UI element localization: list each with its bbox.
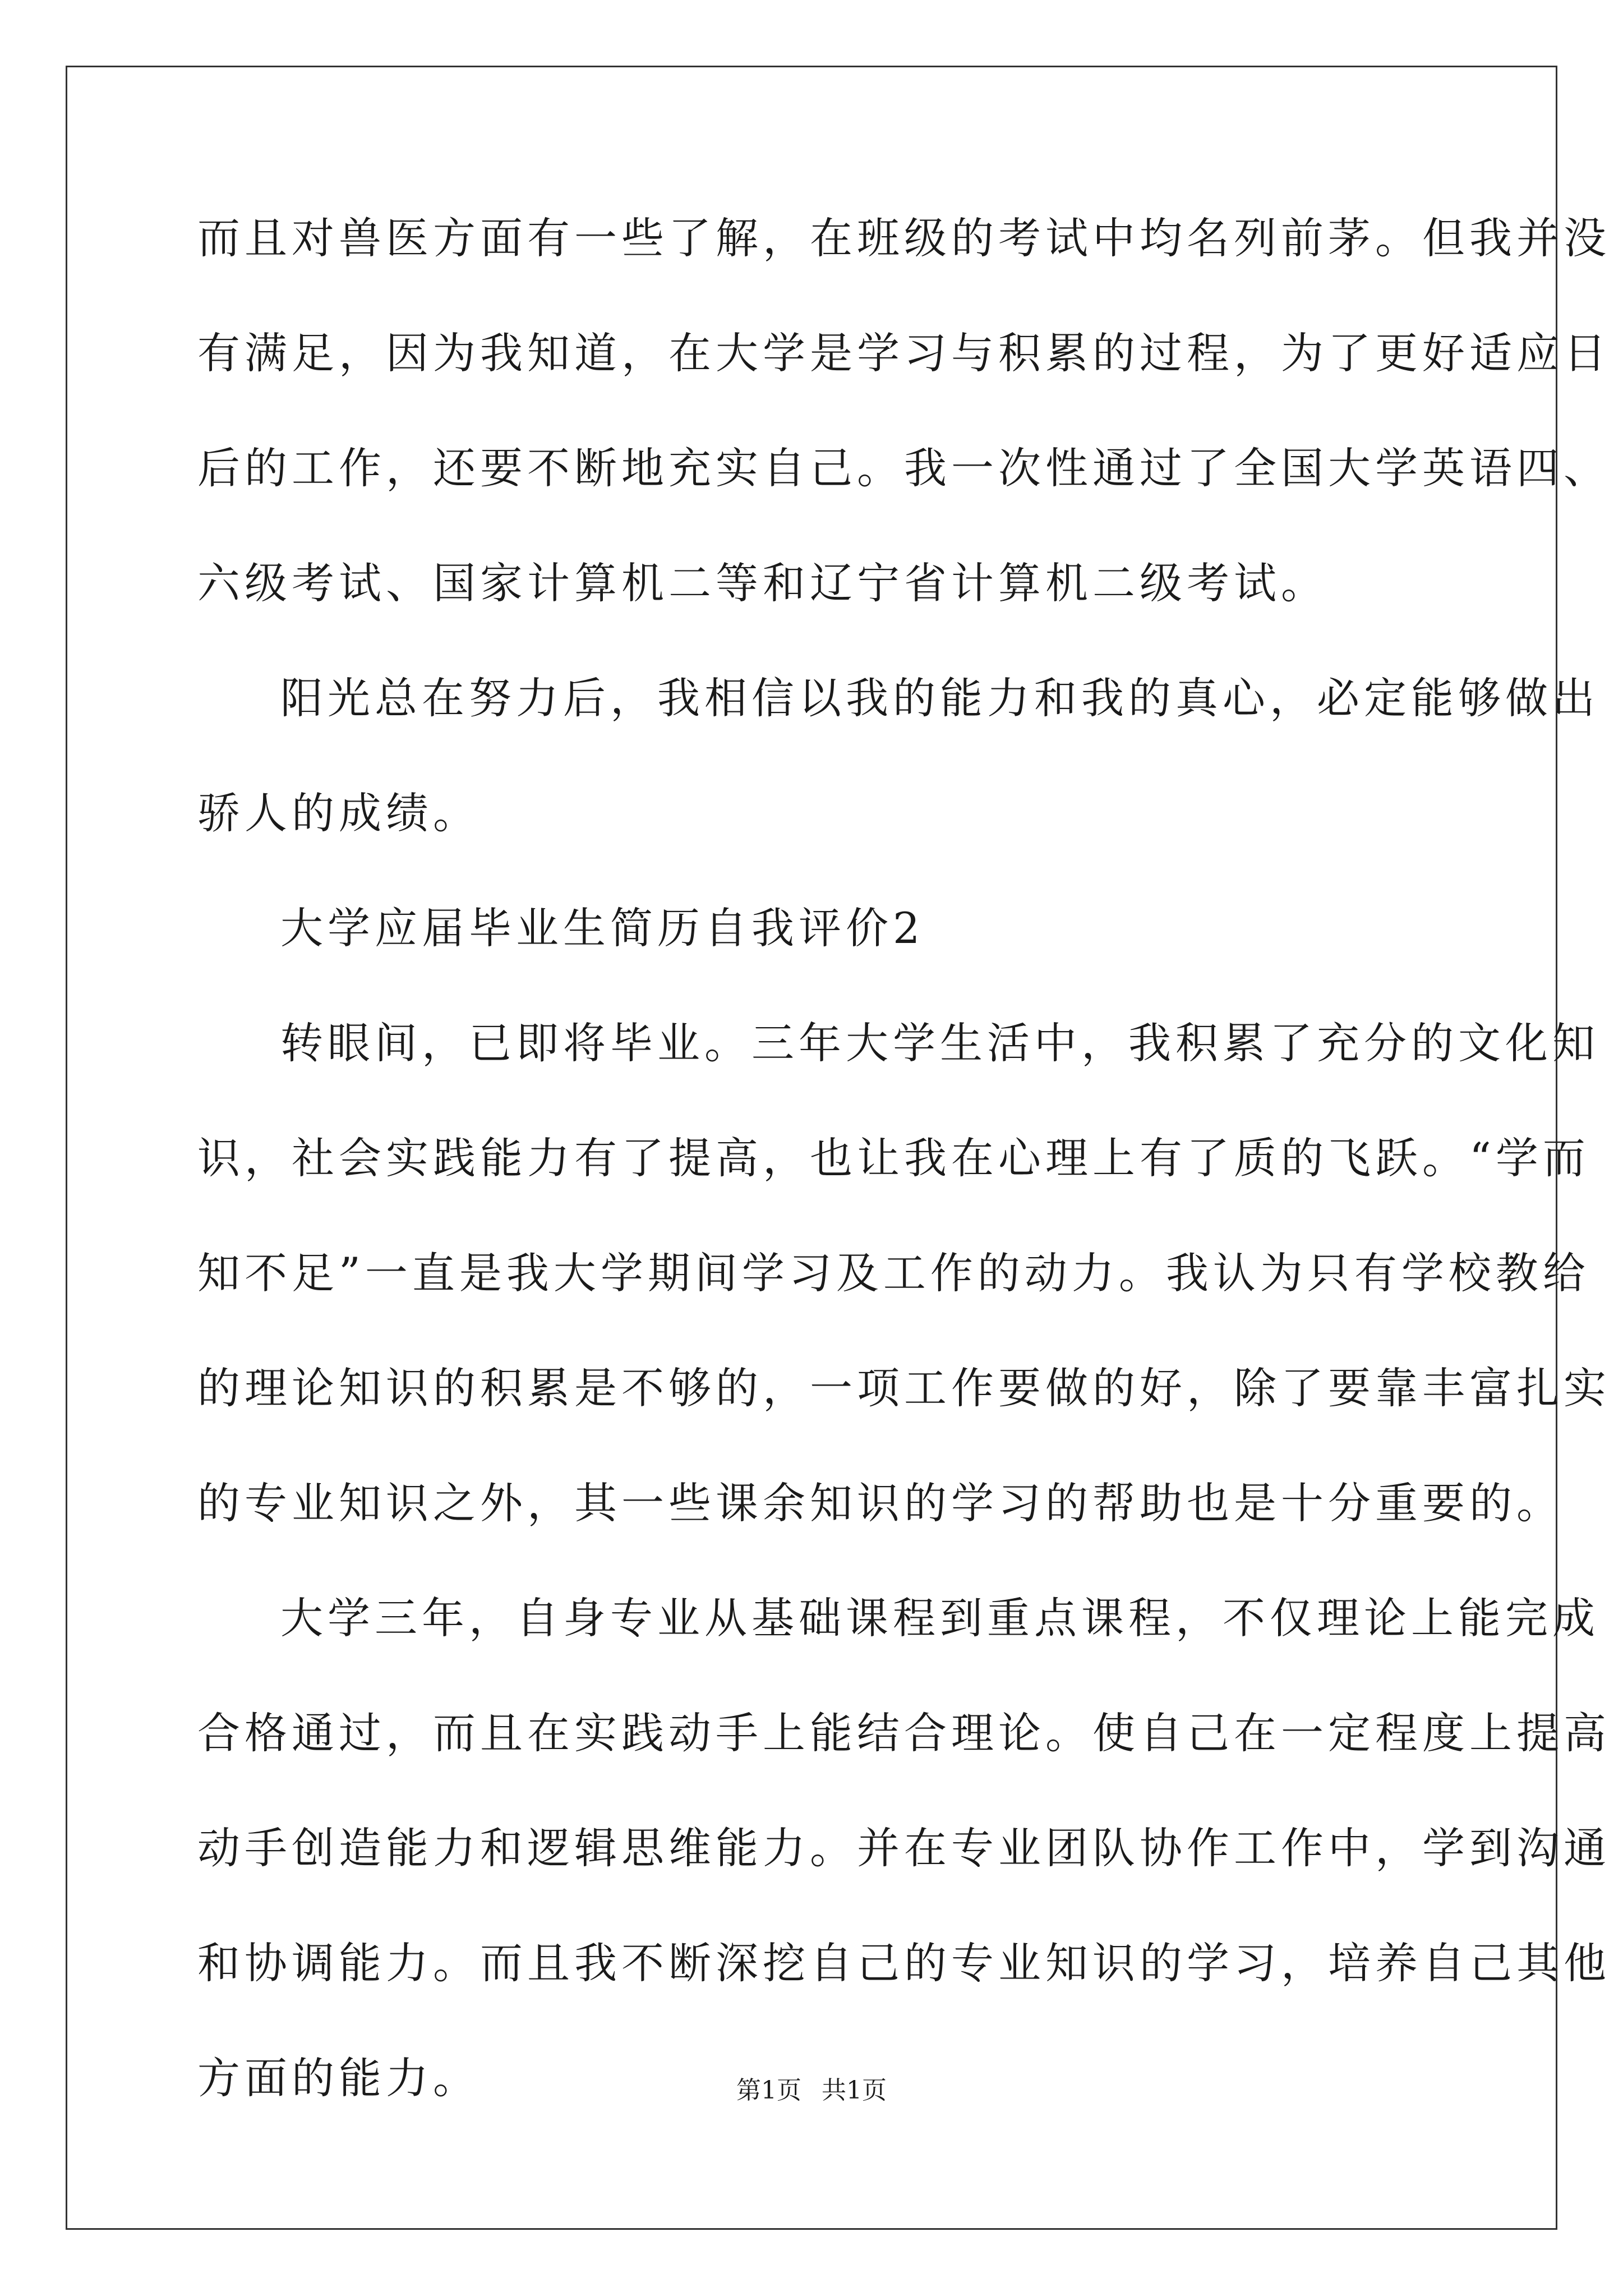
text-line: 方面的能力。 — [197, 2053, 480, 2103]
page-number: 第1页 — [736, 2076, 801, 2105]
text-line: 有满足，因为我知道，在大学是学习与积累的过程，为了更好适应日 — [197, 328, 1611, 378]
text-line: 识，社会实践能力有了提高，也让我在心理上有了质的飞跃。“学而 — [197, 1133, 1590, 1183]
text-line: 骄人的成绩。 — [197, 788, 480, 838]
text-line: 的理论知识的积累是不够的，一项工作要做的好，除了要靠丰富扎实 — [197, 1363, 1611, 1413]
text-line: 合格通过，而且在实践动手上能结合理论。使自己在一定程度上提高 — [197, 1708, 1611, 1758]
page-footer — [0, 2070, 1623, 2106]
text-line: 阳光总在努力后，我相信以我的能力和我的真心，必定能够做出 — [280, 673, 1599, 723]
text-line: 转眼间，已即将毕业。三年大学生活中，我积累了充分的文化知 — [280, 1018, 1599, 1068]
text-line: 后的工作，还要不断地充实自己。我一次性通过了全国大学英语四、 — [197, 443, 1611, 493]
text-line: 的专业知识之外，其一些课余知识的学习的帮助也是十分重要的。 — [197, 1478, 1564, 1528]
page-total: 共1页 — [822, 2076, 887, 2105]
text-line: 而且对兽医方面有一些了解，在班级的考试中均名列前茅。但我并没 — [197, 213, 1611, 263]
text-line: 大学三年，自身专业从基础课程到重点课程，不仅理论上能完成 — [280, 1593, 1599, 1643]
text-line: 六级考试、国家计算机二等和辽宁省计算机二级考试。 — [197, 558, 1328, 608]
text-line: 和协调能力。而且我不断深挖自己的专业知识的学习，培养自己其他 — [197, 1938, 1611, 1988]
text-line: 知不足”一直是我大学期间学习及工作的动力。我认为只有学校教给 — [197, 1248, 1590, 1298]
section-heading: 大学应届毕业生简历自我评价2 — [280, 903, 925, 953]
text-line: 动手创造能力和逻辑思维能力。并在专业团队协作工作中，学到沟通 — [197, 1823, 1611, 1873]
